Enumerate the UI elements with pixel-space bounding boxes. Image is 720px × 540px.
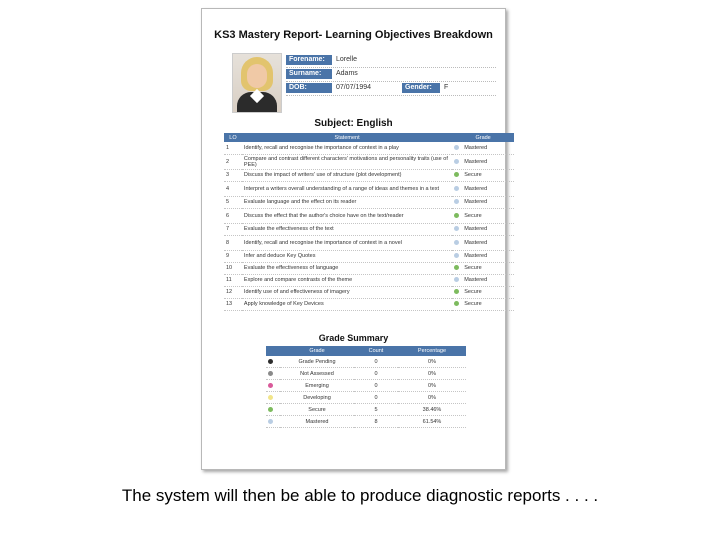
- gs-count: 0: [354, 380, 398, 392]
- lo-number: 12: [224, 286, 242, 298]
- dob-row: [286, 82, 496, 96]
- lo-grade: [452, 235, 514, 250]
- lo-number: 2: [224, 154, 242, 169]
- subject-title: Subject: English: [314, 118, 393, 129]
- table-row: [224, 142, 514, 154]
- forename-value: Lorelle: [336, 56, 358, 63]
- lo-statement: Infer and deduce Key Quotes: [242, 250, 452, 262]
- forename-row: [286, 54, 496, 68]
- table-row: [224, 298, 514, 310]
- gs-count: 0: [354, 368, 398, 380]
- grade-dot-icon: [454, 289, 459, 294]
- objectives-table: [224, 133, 514, 311]
- lo-grade-label: Mastered: [464, 144, 488, 151]
- lo-grade: [452, 250, 514, 262]
- lo-statement: Discuss the impact of writers' use of structure (plot development): [242, 169, 452, 181]
- grade-dot-icon: [268, 383, 273, 388]
- lo-grade: [452, 142, 514, 154]
- lo-grade-label: Mastered: [464, 277, 488, 283]
- lo-grade: [452, 154, 514, 169]
- gs-grade: Emerging: [280, 380, 354, 392]
- lo-grade-label: Secure: [464, 212, 482, 219]
- lo-grade: [452, 196, 514, 208]
- table-row: [266, 380, 466, 392]
- surname-label: Surname:: [286, 69, 332, 79]
- table-row: [224, 250, 514, 262]
- lo-statement: Apply knowledge of Key Devices: [242, 298, 452, 310]
- grade-dot-icon: [454, 226, 459, 231]
- grade-summary-table: [266, 346, 466, 428]
- grade-dot-icon: [454, 253, 459, 258]
- lo-number: 11: [224, 274, 242, 286]
- lo-statement: Identify, recall and recognise the importance of context in a novel: [242, 235, 452, 250]
- gs-grade: Developing: [280, 392, 354, 404]
- lo-grade-label: Mastered: [464, 158, 488, 165]
- gs-percentage: 61.54%: [398, 416, 466, 428]
- gs-percentage: 38.46%: [398, 404, 466, 416]
- lo-statement: Evaluate the effectiveness of language: [242, 262, 452, 274]
- lo-statement: Evaluate the effectiveness of the text: [242, 223, 452, 235]
- lo-grade-label: Secure: [464, 265, 482, 271]
- grade-dot-icon: [454, 277, 459, 282]
- grade-dot-icon: [454, 213, 459, 218]
- lo-number: 5: [224, 196, 242, 208]
- table-row: [266, 404, 466, 416]
- grade-dot-icon: [268, 395, 273, 400]
- gs-grade-header: Grade: [280, 346, 354, 356]
- lo-grade-label: Mastered: [464, 253, 488, 259]
- lo-statement: Interpret a writers overall understanding of a range of ideas and themes in a text: [242, 181, 452, 196]
- lo-grade: [452, 274, 514, 286]
- lo-grade: [452, 223, 514, 235]
- table-row: [224, 208, 514, 223]
- gender-label: Gender:: [402, 83, 440, 93]
- table-row: [266, 368, 466, 380]
- student-info: [286, 54, 496, 96]
- gs-percentage: 0%: [398, 380, 466, 392]
- table-row: [224, 181, 514, 196]
- lo-number: 10: [224, 262, 242, 274]
- table-row: [224, 274, 514, 286]
- lo-number: 9: [224, 250, 242, 262]
- table-row: [224, 262, 514, 274]
- grade-dot-icon: [454, 186, 459, 191]
- gs-percentage: 0%: [398, 356, 466, 368]
- lo-grade-label: Mastered: [464, 239, 488, 246]
- gs-count: 0: [354, 392, 398, 404]
- lo-number: 13: [224, 298, 242, 310]
- lo-grade-label: Mastered: [464, 226, 488, 232]
- dob-label: DOB:: [286, 83, 332, 93]
- lo-grade-label: Secure: [464, 301, 482, 307]
- gender-value: F: [444, 84, 449, 91]
- table-row: [224, 196, 514, 208]
- student-photo: [232, 53, 282, 113]
- lo-grade: [452, 208, 514, 223]
- lo-statement: Identify use of and effectiveness of imagery: [242, 286, 452, 298]
- table-row: [224, 235, 514, 250]
- grade-dot-icon: [268, 407, 273, 412]
- gs-percentage-header: Percentage: [398, 346, 466, 356]
- report-document: [201, 8, 506, 470]
- grade-dot-icon: [454, 145, 459, 150]
- grade-dot-icon: [268, 359, 273, 364]
- lo-grade-label: Mastered: [464, 185, 488, 192]
- lo-number: 3: [224, 169, 242, 181]
- grade-summary-title: Grade Summary: [318, 333, 389, 343]
- lo-grade-label: Secure: [464, 289, 482, 295]
- table-row: [266, 416, 466, 428]
- forename-label: Forename:: [286, 55, 332, 65]
- gs-percentage: 0%: [398, 368, 466, 380]
- gs-grade: Not Assessed: [280, 368, 354, 380]
- lo-grade: [452, 298, 514, 310]
- grade-dot-icon: [268, 371, 273, 376]
- surname-value: Adams: [336, 70, 358, 77]
- slide-caption: The system will then be able to produce diagnostic reports . . . .: [121, 486, 599, 505]
- grade-dot-icon: [454, 172, 459, 177]
- dob-value: 07/07/1994: [336, 84, 372, 91]
- table-row: [266, 356, 466, 368]
- lo-grade: [452, 262, 514, 274]
- lo-number: 8: [224, 235, 242, 250]
- gs-count: 0: [354, 356, 398, 368]
- lo-statement: Identify, recall and recognise the importance of context in a play: [242, 142, 452, 154]
- gs-count-header: Count: [354, 346, 398, 356]
- gs-grade: Secure: [280, 404, 354, 416]
- lo-statement: Evaluate language and the effect on its reader: [242, 196, 452, 208]
- grade-dot-icon: [454, 240, 459, 245]
- lo-statement: Compare and contrast different characters' motivations and personality traits (use of PEE): [242, 154, 452, 169]
- gs-count: 8: [354, 416, 398, 428]
- grade-dot-icon: [454, 159, 459, 164]
- report-title: KS3 Mastery Report- Learning Objectives Breakdown: [214, 29, 493, 41]
- gs-grade: Grade Pending: [280, 356, 354, 368]
- lo-number: 7: [224, 223, 242, 235]
- gs-percentage: 0%: [398, 392, 466, 404]
- lo-number: 6: [224, 208, 242, 223]
- grade-dot-icon: [454, 199, 459, 204]
- lo-grade: [452, 181, 514, 196]
- grade-dot-icon: [454, 265, 459, 270]
- lo-grade: [452, 169, 514, 181]
- gs-grade: Mastered: [280, 416, 354, 428]
- lo-number: 4: [224, 181, 242, 196]
- surname-row: [286, 68, 496, 82]
- lo-statement: Discuss the effect that the author's choice have on the text/reader: [242, 208, 452, 223]
- lo-statement: Explore and compare contrasts of the theme: [242, 274, 452, 286]
- grade-dot-icon: [454, 301, 459, 306]
- statement-header: Statement: [242, 133, 452, 142]
- grade-dot-icon: [268, 419, 273, 424]
- grade-header: Grade: [452, 133, 514, 142]
- table-row: [224, 154, 514, 169]
- lo-number: 1: [224, 142, 242, 154]
- table-row: [224, 169, 514, 181]
- lo-grade-label: Secure: [464, 172, 482, 178]
- lo-header: LO: [224, 133, 242, 142]
- table-row: [224, 286, 514, 298]
- lo-grade-label: Mastered: [464, 199, 488, 205]
- lo-grade: [452, 286, 514, 298]
- table-row: [266, 392, 466, 404]
- gs-count: 5: [354, 404, 398, 416]
- table-row: [224, 223, 514, 235]
